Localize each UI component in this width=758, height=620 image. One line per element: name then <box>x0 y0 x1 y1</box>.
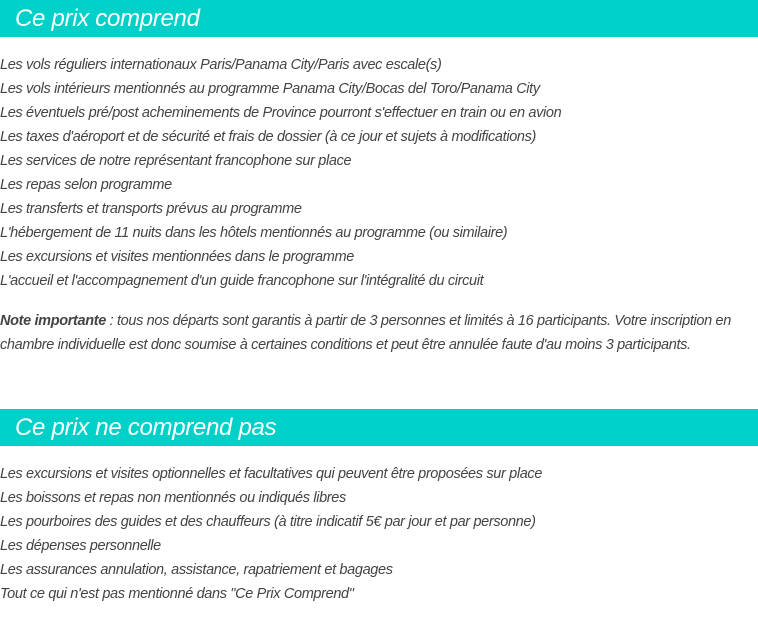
list-item: Les vols intérieurs mentionnés au programme Panama City/Bocas del Toro/Panama City <box>0 81 540 97</box>
list-item: Tout ce qui n'est pas mentionné dans "Ce Prix Comprend" <box>0 586 354 602</box>
important-note-text: : tous nos départs sont garantis à partir de 3 personnes et limités à 16 participants. Votre inscription en chambre individuelle est donc soumise à certaines conditions et peut être annulée faute d'au moins 3 participants. <box>0 313 731 353</box>
price-excludes-title: Ce prix ne comprend pas <box>15 414 277 441</box>
list-item: Les excursions et visites mentionnées dans le programme <box>0 249 354 265</box>
price-excludes-section <box>0 409 758 606</box>
list-item: Les taxes d'aéroport et de sécurité et frais de dossier (à ce jour et sujets à modifications) <box>0 129 537 145</box>
list-item: Les services de notre représentant francophone sur place <box>0 153 352 169</box>
price-excludes-list <box>0 462 758 606</box>
list-item: Les boissons et repas non mentionnés ou indiqués libres <box>0 490 346 506</box>
list-item: Les vols réguliers internationaux Paris/Panama City/Paris avec escale(s) <box>0 57 442 73</box>
price-includes-header <box>0 0 758 37</box>
list-item: Les éventuels pré/post acheminements de Province pourront s'effectuer en train ou en avion <box>0 105 562 121</box>
list-item: Les pourboires des guides et des chauffeurs (à titre indicatif 5€ par jour et par personne) <box>0 514 536 530</box>
list-item: L'accueil et l'accompagnement d'un guide francophone sur l'intégralité du circuit <box>0 273 484 289</box>
list-item: L'hébergement de 11 nuits dans les hôtels mentionnés au programme (ou similaire) <box>0 225 508 241</box>
price-excludes-header <box>0 409 758 446</box>
important-note <box>0 309 758 357</box>
price-includes-list <box>0 53 758 293</box>
list-item: Les excursions et visites optionnelles et facultatives qui peuvent être proposées sur place <box>0 466 543 482</box>
list-item: Les assurances annulation, assistance, rapatriement et bagages <box>0 562 393 578</box>
list-item: Les dépenses personnelle <box>0 538 161 554</box>
important-note-label: Note importante <box>0 313 106 329</box>
list-item: Les transferts et transports prévus au programme <box>0 201 302 217</box>
list-item: Les repas selon programme <box>0 177 172 193</box>
price-includes-title: Ce prix comprend <box>15 5 200 32</box>
